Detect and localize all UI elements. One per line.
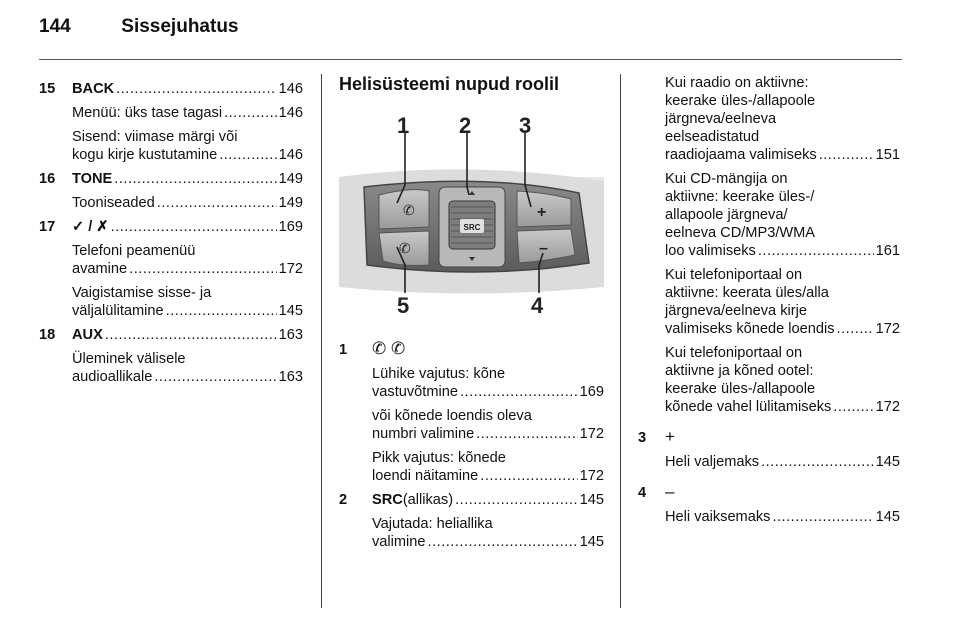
entry-number: 4	[638, 485, 647, 501]
toc-line: aktiivne ja kõned ootel:	[665, 363, 814, 379]
volume-up-icon: +	[537, 204, 547, 221]
callout-2: 2	[459, 115, 472, 138]
toc-line: Lühike vajutus: kõne	[372, 366, 506, 382]
toc-line-with-page	[665, 453, 900, 471]
toc-text: kõnede vahel lülitamiseks	[665, 399, 832, 415]
toc-line: Vaigistamise sisse- ja	[72, 285, 212, 301]
page-ref: 146	[278, 105, 303, 121]
toc-entry-head	[39, 80, 303, 98]
toc-text: loendi näitamine	[372, 468, 479, 484]
toc-line: järgneva/eelneva	[665, 111, 777, 127]
toc-line: keerake üles-/allapoole	[665, 93, 816, 109]
leader-dots	[758, 242, 874, 260]
toc-line-with-page	[72, 368, 303, 386]
leader-dots	[154, 368, 276, 386]
entry-number: 1	[339, 342, 348, 358]
toc-subentry	[372, 407, 604, 443]
header-rule	[39, 59, 902, 60]
toc-subentry	[72, 194, 303, 212]
toc-text: valimiseks kõnede loendis	[665, 321, 835, 337]
column-divider	[620, 74, 621, 608]
page-ref: 145	[579, 534, 604, 550]
entry-suffix: (allikas)	[402, 492, 454, 508]
page-ref: 172	[875, 321, 900, 337]
page-ref: 172	[579, 468, 604, 484]
leader-dots	[833, 398, 873, 416]
entry-label: BACK	[72, 81, 115, 97]
toc-line-with-page	[372, 425, 604, 443]
toc-line-with-page	[665, 146, 900, 164]
entry-label: ✓ / ✗	[72, 219, 109, 235]
toc-line: Kui telefoniportaal on	[665, 267, 803, 283]
toc-text: avamine	[72, 261, 128, 277]
page-title: Sissejuhatus	[121, 16, 239, 37]
leader-dots	[114, 170, 276, 188]
toc-subentry	[372, 365, 604, 401]
toc-line: aktiivne: keerake üles-/	[665, 189, 815, 205]
entry-label: TONE	[72, 171, 113, 187]
leader-dots	[219, 146, 276, 164]
page-ref: 145	[278, 303, 303, 319]
leader-dots	[111, 218, 277, 236]
toc-entry-head	[39, 326, 303, 344]
toc-text: loo valimiseks	[665, 243, 756, 259]
toc-entry-head	[638, 428, 900, 447]
toc-entry-head	[339, 491, 604, 509]
toc-text: Heli valjemaks	[665, 454, 760, 470]
toc-line: või kõnede loendis oleva	[372, 408, 532, 424]
page-ref: 145	[875, 454, 900, 470]
toc-line: keerake üles-/allapoole	[665, 381, 816, 397]
toc-line-with-page	[72, 146, 303, 164]
toc-line-with-page	[72, 302, 303, 320]
column-2	[339, 74, 604, 551]
page-ref: 146	[278, 147, 303, 163]
steering-wheel-controls-figure	[339, 115, 604, 320]
toc-entry-head	[39, 170, 303, 188]
page-ref: 145	[875, 509, 900, 525]
toc-line: järgneva/eelneva kirje	[665, 303, 807, 319]
toc-line-with-page	[72, 194, 303, 212]
toc-line: Kui telefoniportaal on	[665, 345, 803, 361]
page-number: 144	[39, 16, 71, 37]
leader-dots	[460, 383, 578, 401]
toc-line-with-page	[665, 242, 900, 260]
page-ref: 169	[278, 219, 303, 235]
phone-hangup-icon: ✆	[399, 240, 411, 256]
toc-line: Vajutada: heliallika	[372, 516, 493, 532]
entry-number: 17	[39, 219, 56, 235]
toc-line-with-page	[665, 320, 900, 338]
toc-continued	[638, 74, 900, 416]
callout-5: 5	[397, 293, 410, 318]
toc-line: Kui raadio on aktiivne:	[665, 75, 809, 91]
entry-number: 15	[39, 81, 56, 97]
toc-entry	[39, 218, 303, 320]
callout-3: 3	[519, 115, 532, 138]
toc-subentry	[665, 74, 900, 164]
toc-subentry	[665, 344, 900, 416]
toc-line-with-page	[72, 104, 303, 122]
toc-line-with-page	[665, 398, 900, 416]
toc-subentry	[72, 284, 303, 320]
callout-1: 1	[397, 115, 410, 138]
toc-subentry	[372, 449, 604, 485]
column-divider	[321, 74, 322, 608]
toc-entry-head	[638, 483, 900, 502]
callout-4: 4	[531, 293, 544, 318]
entry-label: AUX	[72, 327, 103, 343]
page-ref: 169	[579, 384, 604, 400]
toc-line: allapoole järgneva/	[665, 207, 788, 223]
leader-dots	[772, 508, 873, 526]
toc-entry-head	[39, 218, 303, 236]
page-ref: 172	[278, 261, 303, 277]
toc-entry	[638, 428, 900, 471]
leader-dots	[455, 491, 578, 509]
entry-symbol-icon: –	[665, 482, 675, 501]
toc-text: vastuvõtmine	[372, 384, 458, 400]
toc-subentry	[72, 128, 303, 164]
column-3	[638, 74, 900, 526]
toc-subentry	[72, 104, 303, 122]
toc-line: eelneva CD/MP3/WMA	[665, 225, 816, 241]
steering-controls-illustration	[339, 115, 604, 320]
toc-line-with-page	[372, 533, 604, 551]
entry-label: SRC	[372, 492, 403, 508]
toc-text: raadiojaama valimiseks	[665, 147, 817, 163]
page-ref: 146	[278, 81, 303, 97]
entry-number: 3	[638, 430, 647, 446]
column-1	[39, 74, 303, 386]
toc-subentry	[72, 350, 303, 386]
toc-text: numbri valimine	[372, 426, 475, 442]
section-heading: Helisüsteemi nupud roolil	[339, 74, 560, 94]
toc-entry	[39, 80, 303, 164]
leader-dots	[480, 467, 577, 485]
page-ref: 149	[278, 171, 303, 187]
toc-entry	[638, 483, 900, 526]
src-label: SRC	[463, 223, 481, 232]
phone-icon: ✆	[403, 202, 415, 218]
toc-text: valimine	[372, 534, 426, 550]
toc-entry	[39, 170, 303, 212]
leader-dots	[837, 320, 874, 338]
toc-entry	[339, 491, 604, 551]
leader-dots	[116, 80, 276, 98]
page-ref: 163	[278, 369, 303, 385]
toc-entry	[339, 340, 604, 485]
toc-entry-head	[339, 340, 604, 359]
page-ref: 149	[278, 195, 303, 211]
toc-line: Pikk vajutus: kõnede	[372, 450, 506, 466]
leader-dots	[105, 326, 277, 344]
entry-number: 2	[339, 492, 348, 508]
toc-line-with-page	[372, 467, 604, 485]
toc-line-with-page	[72, 260, 303, 278]
toc-text: Menüü: üks tase tagasi	[72, 105, 223, 121]
page-ref: 172	[875, 399, 900, 415]
toc-text: Heli vaiksemaks	[665, 509, 771, 525]
volume-down-icon: –	[539, 240, 548, 257]
toc-text: kogu kirje kustutamine	[72, 147, 218, 163]
page-header	[39, 16, 239, 38]
toc-text: väljalülitamine	[72, 303, 164, 319]
page-ref: 151	[875, 147, 900, 163]
leader-dots	[224, 104, 277, 122]
entry-symbol-icon: ✆ ✆	[372, 339, 406, 358]
toc-line: aktiivne: keerata üles/alla	[665, 285, 829, 301]
entry-symbol-icon: +	[665, 427, 675, 446]
toc-subentry	[665, 170, 900, 260]
page-ref: 163	[278, 327, 303, 343]
toc-subentry	[665, 266, 900, 338]
toc-line: eelseadistatud	[665, 129, 760, 145]
toc-subentry	[665, 508, 900, 526]
toc-subentry	[72, 242, 303, 278]
toc-line-with-page	[372, 383, 604, 401]
entry-number: 18	[39, 327, 56, 343]
leader-dots	[761, 453, 874, 471]
page-ref: 172	[579, 426, 604, 442]
leader-dots	[129, 260, 276, 278]
toc-line: Kui CD-mängija on	[665, 171, 788, 187]
toc-line: Üleminek välisele	[72, 351, 186, 367]
leader-dots	[476, 425, 577, 443]
toc-text: audioallikale	[72, 369, 153, 385]
toc-subentry	[372, 515, 604, 551]
leader-dots	[166, 302, 277, 320]
page-ref: 161	[875, 243, 900, 259]
toc-line: Telefoni peamenüü	[72, 243, 196, 259]
toc-subentry	[665, 453, 900, 471]
toc-line: Sisend: viimase märgi või	[72, 129, 238, 145]
page-ref: 145	[579, 492, 604, 508]
leader-dots	[157, 194, 277, 212]
toc-text: Tooniseaded	[72, 195, 155, 211]
toc-entry	[39, 326, 303, 386]
entry-number: 16	[39, 171, 56, 187]
toc-line-with-page	[665, 508, 900, 526]
leader-dots	[819, 146, 874, 164]
leader-dots	[428, 533, 578, 551]
